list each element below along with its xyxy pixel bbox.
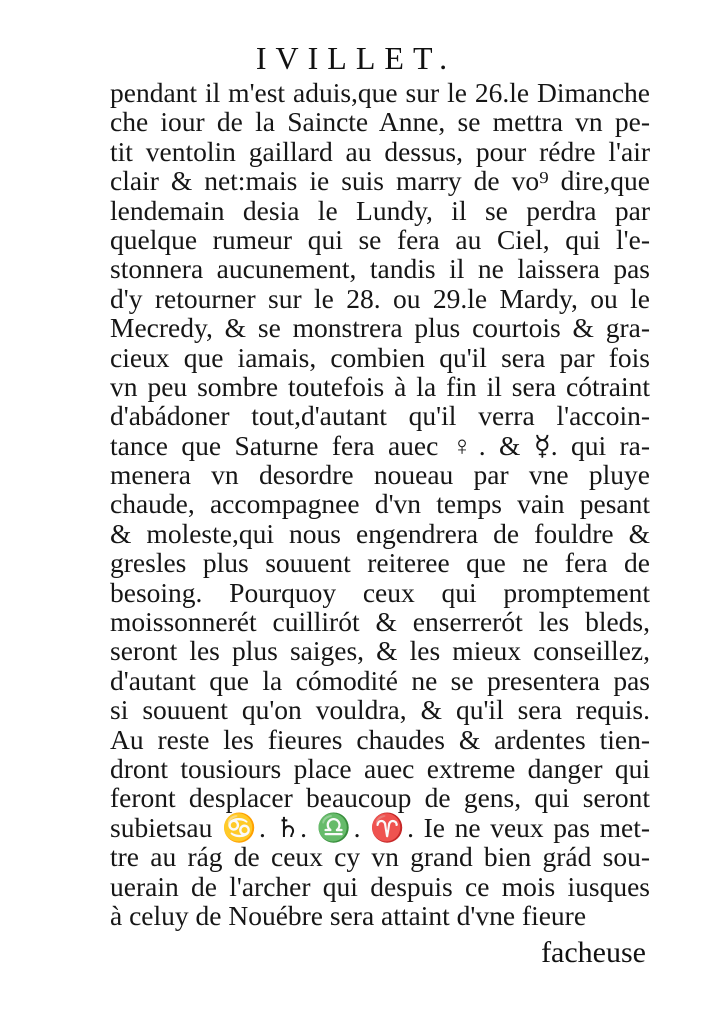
text-line: à celuy de Nouébre sera attaint d'vne fieure bbox=[110, 899, 587, 931]
catchword: facheuse bbox=[541, 936, 646, 969]
text-line: clair & net:mais ie suis marry de vo⁹ dire,que bbox=[110, 165, 650, 197]
text-line: dront tousiours place auec extreme danger qui bbox=[110, 752, 650, 784]
text-line: tre au rág de ceux cy vn grand bien grád sou- bbox=[110, 841, 650, 873]
text-line: d'autant que la cómodité ne se presentera pas bbox=[110, 664, 650, 696]
text-line: vn peu sombre toutefois à la fin il sera cótraint bbox=[110, 370, 650, 402]
text-line: d'y retourner sur le 28. ou 29.le Mardy, ou le bbox=[110, 282, 650, 314]
text-line: tance que Saturne fera auec ♀. & ☿. qui ra- bbox=[110, 429, 650, 461]
text-line: besoing. Pourquoy ceux qui promptement bbox=[110, 576, 650, 608]
running-title: IVILLET. bbox=[255, 40, 457, 76]
body-text bbox=[110, 78, 650, 930]
text-line: seront les plus saiges, & les mieux conseillez, bbox=[110, 635, 650, 667]
text-line: & moleste,qui nous engendrera de fouldre & bbox=[110, 517, 650, 549]
text-line: lendemain desia le Lundy, il se perdra par bbox=[110, 194, 650, 226]
text-line: chaude, accompagnee d'vn temps vain pesant bbox=[110, 488, 650, 520]
text-line: stonnera aucunement, tandis il ne laissera pas bbox=[110, 253, 650, 285]
text-line: subietsau ♋. ♄. ♎. ♈. Ie ne veux pas met- bbox=[110, 811, 650, 843]
text-line: tit ventolin gaillard au dessus, pour rédre l'air bbox=[110, 135, 650, 167]
text-line: d'abádoner tout,d'autant qu'il verra l'accoin- bbox=[110, 400, 650, 432]
text-line: Au reste les fieures chaudes & ardentes tien- bbox=[110, 723, 650, 755]
text-line: menera vn desordre noueau par vne pluye bbox=[110, 459, 650, 491]
text-line: che iour de la Saincte Anne, se mettra vn pe- bbox=[110, 106, 650, 138]
text-line: moissonnerét cuillirót & enserrerót les bleds, bbox=[110, 606, 650, 638]
text-line: feront desplacer beaucoup de gens, qui seront bbox=[110, 782, 650, 814]
text-line: si souuent qu'on vouldra, & qu'il sera requis. bbox=[110, 694, 650, 726]
text-line: quelque rumeur qui se fera au Ciel, qui l'e- bbox=[110, 223, 650, 255]
text-line: Mecredy, & se monstrera plus courtois & gra- bbox=[110, 312, 650, 344]
text-line: pendant il m'est aduis,que sur le 26.le Dimanche bbox=[110, 77, 650, 108]
text-line: gresles plus souuent reiteree que ne fera de bbox=[110, 547, 650, 579]
text-line: uerain de l'archer qui despuis ce mois iusques bbox=[110, 870, 650, 902]
text-line: cieux que iamais, combien qu'il sera par fois bbox=[110, 341, 650, 373]
